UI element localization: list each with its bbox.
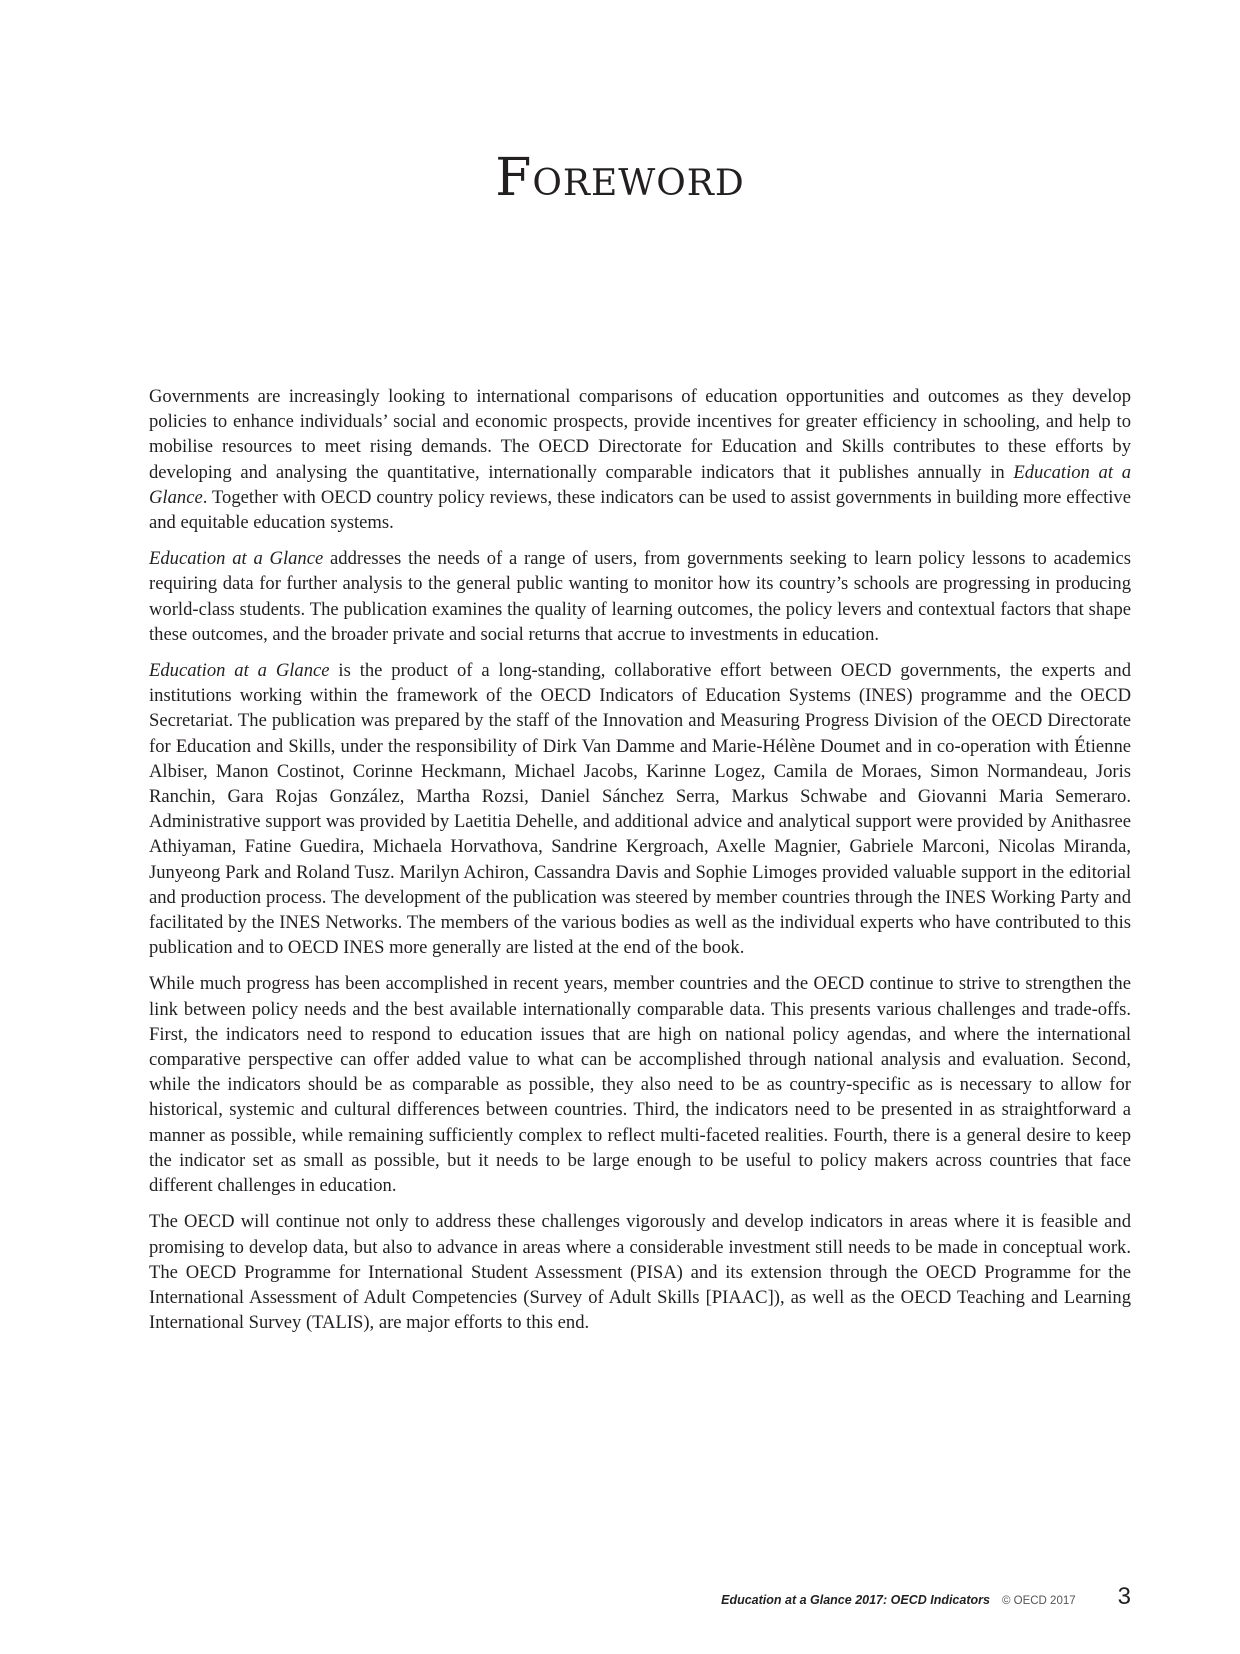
text-run: addresses the needs of a range of users, from governments seeking to learn policy lessons to academics requiring data for further analysis to the general public wanting to monitor how its country’s schools are progressing in producing world-class students. The publication examines the quality of learning outcomes, the policy levers and contextual factors that shape these outcomes, and the broader private and social returns that accrue to investments in education. [149,548,1132,645]
page-number: 3 [1117,1583,1131,1610]
footer-publication-title: Education at a Glance 2017: OECD Indicators [721,1593,990,1607]
page-title: Foreword [495,148,745,208]
publication-title-italic: Education at a Glance [149,461,1131,508]
text-run: Governments are increasingly looking to international comparisons of education opportunities and outcomes as they develop policies to enhance individuals’ social and economic prospects, provide incentives for greater efficiency in schooling, and help to mobilise resources to meet rising demands. The OECD Directorate for Education and Skills contributes to these efforts by developing and analysing the quantitative, internationally comparable indicators that it publishes annually in [149,386,1131,483]
paragraph [149,1209,1131,1335]
paragraph [149,546,1131,647]
foreword-body [149,384,1131,1346]
page-footer [721,1583,1131,1611]
text-run: . Together with OECD country policy reviews, these indicators can be used to assist governments in building more effective and equitable education systems. [149,486,1131,534]
paragraph [149,658,1131,960]
publication-title-italic: Education at a Glance [149,548,324,570]
text-run: While much progress has been accomplished in recent years, member countries and the OECD continue to strive to strengthen the link between policy needs and the best available internationally comparable data. This presents various challenges and trade-offs. First, the indicators need to respond to education issues that are high on national policy agendas, and where the international comparative perspective can offer added value to what can be accomplished through national analysis and evaluation. Second, while the indicators should be as comparable as possible, they also need to be as country-specific as is necessary to allow for historical, systemic and cultural differences between countries. Third, the indicators need to be presented in as straightforward a manner as possible, while remaining sufficiently complex to reflect multi-faceted realities. Fourth, there is a general desire to keep the indicator set as small as possible, but it needs to be large enough to be useful to policy makers across countries that face different challenges in education. [149,973,1131,1197]
text-run: is the product of a long-standing, collaborative effort between OECD governments, the experts and institutions working within the framework of the OECD Indicators of Education Systems (INES) programme and the OECD Secretariat. The publication was prepared by the staff of the Innovation and Measuring Progress Division of the OECD Directorate for Education and Skills, under the responsibility of Dirk Van Damme and Marie-Hélène Doumet and in co-operation with Étienne Albiser, Manon Costinot, Corinne Heckmann, Michael Jacobs, Karinne Logez, Camila de Moraes, Simon Normandeau, Joris Ranchin, Gara Rojas González, Martha Rozsi, Daniel Sánchez Serra, Markus Schwabe and Giovanni Maria Semeraro. Administrative support was provided by Laetitia Dehelle, and additional advice and analytical support were provided by Anithasree Athiyaman, Fatine Guedira, Michaela Horvathova, Sandrine Kergroach, Axelle Magnier, Gabriele Marconi, Nicolas Miranda, Junyeong Park and Roland Tusz. Marilyn Achiron, Cassandra Davis and Sophie Limoges provided valuable support in the editorial and production process. The development of the publication was steered by member countries through the INES Working Party and facilitated by the INES Networks. The members of the various bodies as well as the individual experts who have contributed to this publication and to OECD INES more generally are listed at the end of the book. [149,660,1131,959]
footer-copyright: © OECD 2017 [1001,1595,1076,1607]
paragraph [149,384,1131,535]
text-run: The OECD will continue not only to address these challenges vigorously and develop indicators in areas where it is feasible and promising to develop data, but also to advance in areas where a considerable investment still needs to be made in conceptual work. The OECD Programme for International Student Assessment (PISA) and its extension through the OECD Programme for the International Assessment of Adult Competencies (Survey of Adult Skills [PIAAC]), as well as the OECD Teaching and Learning International Survey (TALIS), are major efforts to this end. [149,1211,1131,1334]
publication-title-italic: Education at a Glance [149,660,330,682]
paragraph [149,971,1131,1198]
